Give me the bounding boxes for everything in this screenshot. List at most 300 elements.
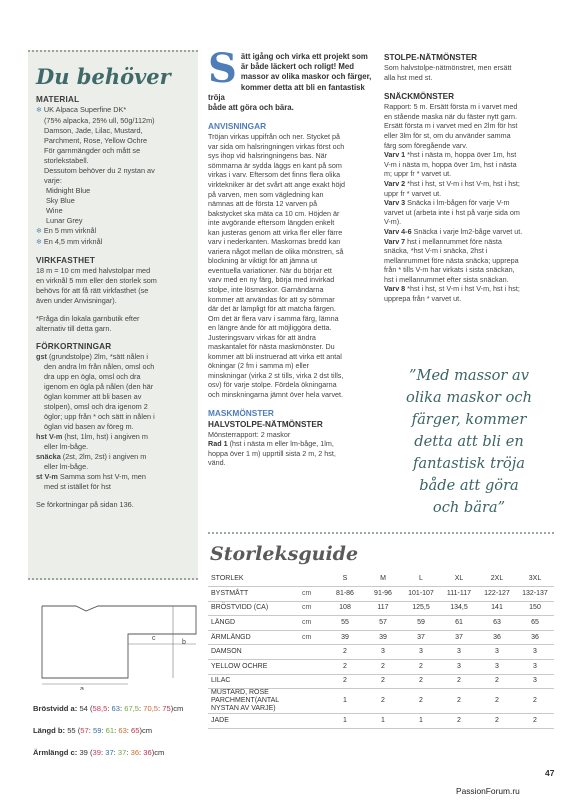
size-cell: 117: [364, 601, 402, 616]
size-cell: 2: [478, 689, 516, 714]
pattern-line: [384, 141, 554, 151]
size-cell: 39: [326, 630, 364, 645]
pattern-line: [384, 208, 554, 218]
instruction-line: maskantalet för nästa maskmönster. Du: [208, 342, 335, 352]
size-row: [208, 616, 554, 631]
instruction-line: var sida om halsringningen virkas först och: [208, 141, 345, 151]
size-cell: 57: [364, 616, 402, 631]
abbreviation-term: snäcka: [36, 452, 61, 461]
size-cell: 3: [364, 645, 402, 660]
size-cell: 2: [402, 674, 440, 689]
size-cell: 111-117: [440, 587, 478, 602]
pattern-line: [384, 112, 554, 122]
pattern-line: Som halvstolpe-nätmönstret, men ersätt: [384, 63, 512, 72]
material-line: [36, 136, 190, 146]
material-text: Parchment, Rose, Yellow Ochre: [44, 136, 148, 145]
size-row: [208, 587, 554, 602]
instructions-title: ANVISNINGAR: [208, 121, 267, 132]
pattern-line: [384, 179, 554, 189]
size-row: [208, 630, 554, 645]
gauge-line: 18 m = 10 cm med halvstolpar med: [36, 266, 151, 275]
pattern-line: [384, 160, 554, 170]
instruction-line: blockning är viktigt för att jämna ut: [208, 256, 318, 266]
pattern-line: [384, 294, 554, 304]
instruction-line: minskningar (virka 2 st tills, virka 2 dst tills,: [208, 370, 344, 380]
instruction-line: kommer att bli instruerad att virka ett antal: [208, 351, 342, 361]
measurement-value: :: [101, 726, 106, 735]
instruction-line: stolpe, inte lösmaskor. Garnändarna: [208, 284, 324, 294]
size-cell: 3: [516, 645, 554, 660]
abbreviation-text: eller lm-båge.: [44, 442, 89, 451]
size-cell: 63: [478, 616, 516, 631]
quote-line: färger, kommer: [411, 411, 527, 428]
sweater-schematic: [28, 600, 208, 690]
size-cell: 36: [516, 630, 554, 645]
instruction-line: varv med en ny färg, börja med invirkad: [208, 275, 335, 285]
pattern-line: [208, 439, 376, 449]
size-row-unit: cm: [300, 630, 326, 645]
treble-mesh-text: [384, 63, 554, 82]
measurement-line: [33, 747, 164, 758]
pattern-line: [384, 284, 554, 294]
measurement-value: 58,5: [92, 704, 108, 713]
abbreviation-line: [36, 392, 190, 402]
pattern-line: [384, 256, 554, 266]
quote-line: och bära”: [432, 499, 506, 516]
instruction-line: bakstycket ska mäta ca 10 cm. Höjden är: [208, 208, 340, 218]
measurement-value: 55: [67, 726, 76, 735]
material-line: [36, 105, 190, 116]
pattern-text: från * tills V-m har virkats i sista snäckan,: [384, 265, 515, 275]
abbreviation-line: [36, 362, 190, 372]
row-label: Varv 7: [384, 236, 406, 246]
abbreviation-text: öglor; upp från * och sätt in nålen i: [44, 412, 155, 421]
pattern-text: *hst i nästa m, hoppa över 1m, hst: [405, 150, 517, 160]
size-cell: 2: [440, 674, 478, 689]
size-cell: 2: [326, 660, 364, 675]
watermark: PassionForum.ru: [456, 786, 520, 796]
middle-column: [208, 45, 376, 468]
gauge-title: VIRKFASTHET: [36, 256, 96, 265]
abbreviation-text: öglan vid basen av föreg m.: [44, 422, 134, 431]
snowflake-icon: ❄: [36, 239, 42, 246]
dimension-c-label: c: [152, 635, 156, 642]
pattern-text: uppr fr * varvet ut.: [384, 188, 442, 198]
gauge-line: även under Anvisningar).: [36, 296, 117, 305]
measurement-line: [33, 703, 183, 714]
measurement-value: :: [107, 704, 112, 713]
measurement-value: 37: [117, 748, 127, 757]
size-cell: 55: [326, 616, 364, 631]
size-cell: 2: [478, 674, 516, 689]
drop-cap: S: [208, 45, 237, 92]
gauge-text: [36, 266, 190, 306]
hook-line: [36, 226, 190, 237]
size-row-unit: [300, 689, 326, 714]
material-line: [36, 116, 190, 126]
size-cell: 2: [516, 689, 554, 714]
pattern-line: [384, 237, 554, 247]
abbreviation-term: st V-m: [36, 472, 58, 481]
section-divider: [208, 532, 554, 534]
abbreviation-line: [36, 462, 190, 472]
pattern-text: mellanrummet före nästa snäcka; upprepa: [384, 255, 519, 265]
instruction-line: osv) för varje stolpe. Fördela ökningarna: [208, 380, 337, 390]
abbreviation-text: den andra lm från nålen, omsl och: [44, 362, 155, 371]
pattern-text: färg som föregående varv.: [384, 140, 468, 150]
intro-line: ätt igång och virka ett projekt som: [240, 52, 368, 61]
material-text: Dessutom behöver du 2 nystan av: [44, 166, 155, 175]
size-row: [208, 714, 554, 729]
note-line: alternativ till detta garn.: [36, 324, 112, 333]
size-cell: 81-86: [326, 587, 364, 602]
hook-text: En 4,5 mm virknål: [43, 237, 103, 246]
abbreviation-term: gst: [36, 352, 47, 361]
measurement-value: 57: [80, 726, 89, 735]
pattern-text: varvet ut (arbeta inte i hst på varje sida om: [384, 207, 520, 217]
material-text: För garnmängder och mått se: [44, 146, 141, 155]
material-line: [36, 176, 190, 186]
size-guide-title: Storleksguide: [210, 543, 359, 565]
hook-text: En 5 mm virknål: [43, 226, 97, 235]
size-row: [208, 645, 554, 660]
size-header-row: [208, 572, 554, 587]
size-row: [208, 660, 554, 675]
measurement-value: )cm: [170, 704, 184, 713]
material-title: MATERIAL: [36, 95, 80, 104]
pattern-text: upprepa från * varvet ut.: [384, 294, 462, 304]
measurement-label: Ärmlängd c:: [33, 748, 78, 757]
gauge-line: behövs för att få rätt virkfasthet (se: [36, 286, 149, 295]
abbreviation-line: [36, 412, 190, 422]
quote-line: detta att bli en: [414, 433, 524, 450]
measurement-value: :: [126, 726, 132, 735]
material-text: varje:: [44, 176, 62, 185]
abbreviation-text: Samma som hst V-m, men: [57, 472, 146, 481]
size-row-unit: [300, 645, 326, 660]
yarn-note: [36, 314, 190, 334]
size-row-unit: [300, 674, 326, 689]
size-cell: 108: [326, 601, 364, 616]
measurement-value: 39: [92, 748, 101, 757]
quote-line: både att göra: [419, 477, 519, 494]
measurement-line: [33, 725, 152, 736]
size-cell: 101-107: [402, 587, 440, 602]
half-treble-mesh-title: HALVSTOLPE-NÄTMÖNSTER: [208, 419, 323, 429]
size-cell: 2: [402, 660, 440, 675]
pattern-text: Snäcka i lm-bågen för varje V-m: [405, 198, 510, 208]
measurement-value: :: [88, 726, 93, 735]
abbreviation-text: (hst, 1lm, hst) i angiven m: [62, 432, 148, 441]
intro-line: kommer detta att bli en fantastisk tröja: [208, 82, 365, 102]
measurement-value: 63: [111, 704, 120, 713]
measurement-value: )cm: [151, 748, 165, 757]
measurement-value: 70,5: [143, 704, 159, 713]
extra-color: Lunar Grey: [46, 216, 83, 225]
size-cell: 2: [440, 689, 478, 714]
pattern-line: [384, 121, 554, 131]
size-row-unit: [300, 714, 326, 729]
measurement-value: 63: [118, 726, 127, 735]
pattern-line: [384, 246, 554, 256]
pattern-text: Ersätt första m i varvet med en 2lm för hst: [384, 121, 518, 131]
material-line: [36, 156, 190, 166]
size-cell: 2: [402, 689, 440, 714]
measurement-value: )cm: [139, 726, 153, 735]
row-label: Varv 4-6: [384, 226, 412, 236]
sidebar-heading: Du behöver: [36, 64, 171, 89]
size-cell: 2: [516, 714, 554, 729]
size-cell: 1: [364, 714, 402, 729]
row-label: Varv 8: [384, 284, 406, 294]
size-cell: 2: [440, 714, 478, 729]
size-header-label: STORLEK: [208, 572, 300, 587]
pattern-text: m; uppr fr * varvet ut.: [384, 169, 452, 179]
intro-line: massor av olika maskor och färger,: [240, 72, 372, 82]
size-row: [208, 689, 554, 714]
pattern-line: [384, 150, 554, 160]
size-cell: 3: [478, 645, 516, 660]
instruction-line: virktekniker är det svårt att ange exakt höjd: [208, 179, 346, 189]
quote-line: ”Med massor av: [409, 367, 529, 384]
size-header-unit: [300, 572, 326, 587]
measurement-value: :: [158, 704, 163, 713]
pattern-line: [384, 102, 554, 112]
size-cell: 132-137: [516, 587, 554, 602]
measurement-value: 67,5: [124, 704, 140, 713]
pattern-text: vänd.: [208, 458, 226, 468]
abbreviations-footer: Se förkortningar på sidan 136.: [36, 500, 134, 509]
dimension-a-label: a: [80, 686, 84, 690]
size-cell: 3: [440, 645, 478, 660]
abbreviation-text: (2st, 2lm, 2st) i angiven m: [60, 452, 147, 461]
size-header-cell: L: [402, 572, 440, 587]
treble-mesh-title: STOLPE-NÄTMÖNSTER: [384, 53, 478, 62]
measurement-value: (: [87, 748, 93, 757]
measurement-value: :: [114, 726, 119, 735]
abbreviation-text: igenom en ögla på nålen (den här: [44, 382, 154, 391]
pattern-line: [384, 131, 554, 141]
row-label: Rad 1: [208, 439, 228, 449]
size-cell: 1: [326, 689, 364, 714]
stitch-patterns-title: MASKMÖNSTER: [208, 407, 274, 418]
pattern-line: [384, 227, 554, 237]
abbreviation-term: hst V-m: [36, 432, 63, 441]
snowflake-icon: ❄: [36, 107, 42, 114]
instruction-line: sys ihop vid halsringningens bas. När: [208, 151, 328, 161]
extra-color: Wine: [46, 206, 63, 215]
measurement-value: (: [75, 726, 81, 735]
material-line: [36, 166, 190, 176]
abbreviation-text: öglan kommer att bli basen av: [44, 392, 142, 401]
abbreviation-text: stolpen), omsl och dra igenom 2: [44, 402, 148, 411]
material-text: (75% alpacka, 25% ull, 50g/112m): [44, 116, 155, 125]
instruction-line: på varven, men som vägledning kan: [208, 189, 324, 199]
instruction-line: varv i nederkanten. Maskornas bredd kan: [208, 237, 341, 247]
size-cell: 2: [364, 689, 402, 714]
size-row-label: ÄRMLÄNGD: [208, 630, 300, 645]
measurement-value: (: [87, 704, 93, 713]
pattern-text: hst i mellanrummet före nästa: [405, 236, 502, 246]
quote-line: olika maskor och: [406, 389, 532, 406]
shell-pattern-title: SNÄCKMÖNSTER: [384, 92, 455, 102]
pattern-line: [208, 449, 376, 459]
extra-color: Midnight Blue: [46, 186, 91, 195]
size-cell: 3: [402, 645, 440, 660]
size-cell: 3: [516, 660, 554, 675]
half-treble-mesh-text: [208, 430, 376, 468]
instruction-line: Tröjan virkas uppifrån och ner. Stycket på: [208, 132, 340, 142]
size-cell: 3: [516, 674, 554, 689]
pattern-line: [384, 265, 554, 275]
abbreviation-line: [36, 372, 190, 382]
size-row-unit: cm: [300, 587, 326, 602]
pattern-text: *hst i hst, st V-m i hst V-m, hst i hst;: [405, 284, 520, 294]
hooks-list: [36, 226, 190, 248]
measurement-value: :: [126, 748, 131, 757]
measurement-value: :: [120, 704, 125, 713]
material-text: UK Alpaca Superfine DK*: [43, 105, 127, 114]
size-cell: 2: [326, 645, 364, 660]
hook-line: [36, 237, 190, 248]
size-cell: 59: [402, 616, 440, 631]
abbreviations-title: FÖRKORTNINGAR: [36, 342, 112, 351]
pattern-line: [384, 217, 554, 227]
abbreviations-list: [36, 352, 190, 492]
size-row-unit: [300, 660, 326, 675]
size-row-label: LILAC: [208, 674, 300, 689]
extra-colors-list: [36, 186, 190, 226]
material-list: [36, 105, 190, 186]
pattern-text: en stående maska när du fäster nytt garn.: [384, 111, 518, 121]
right-column: [384, 52, 554, 304]
abbreviation-text: med st istället för hst: [44, 482, 111, 491]
abbreviation-text: (grundstolpe) 2lm, *sätt nålen i: [46, 352, 148, 361]
size-cell: 141: [478, 601, 516, 616]
pull-quote: [384, 365, 554, 519]
pattern-line: [208, 430, 376, 440]
abbreviation-line: [36, 442, 190, 452]
size-header-cell: S: [326, 572, 364, 587]
size-row-unit: cm: [300, 601, 326, 616]
gauge-line: en virknål 5 mm eller den storlek som: [36, 276, 157, 285]
size-header-cell: 3XL: [516, 572, 554, 587]
size-cell: 3: [440, 660, 478, 675]
intro-paragraph: [208, 45, 376, 113]
size-cell: 61: [440, 616, 478, 631]
shell-pattern-text: [384, 102, 554, 303]
abbreviation-line: [36, 352, 190, 362]
pattern-line: alla hst med st.: [384, 72, 433, 82]
size-row-label: MUSTARD, ROSE PARCHMENT(ANTAL NYSTAN AV VARJE): [208, 689, 300, 714]
instruction-line: Om det är flera varv i samma färg, lämna: [208, 313, 339, 323]
dimension-b-label: b: [182, 639, 186, 646]
instruction-line: eventuella variationer. När du börjar ett: [208, 265, 332, 275]
pattern-text: eller 3lm för st, om du använder samma: [384, 130, 511, 140]
instruction-line: nämnas att de första 12 varven på: [208, 199, 318, 209]
measurement-value: 54: [79, 704, 88, 713]
size-row-label: BRÖSTVIDD (CA): [208, 601, 300, 616]
size-row-label: YELLOW OCHRE: [208, 660, 300, 675]
size-cell: 2: [364, 674, 402, 689]
measurement-value: 65: [131, 726, 140, 735]
row-label: Varv 1: [384, 150, 406, 160]
instruction-line: kommer att användas för att sy sömmar: [208, 294, 335, 304]
size-cell: 1: [326, 714, 364, 729]
pattern-text: Snäcka i varje lm2-båge varvet ut.: [411, 226, 523, 236]
instruction-line: kan justeras genom att virka fler eller färre: [208, 227, 343, 237]
size-header-cell: XL: [440, 572, 478, 587]
size-cell: 37: [402, 630, 440, 645]
size-row-label: LÄNGD: [208, 616, 300, 631]
size-row-label: JADE: [208, 714, 300, 729]
instruction-line: sömmarna är sydda läggs en kant på som: [208, 160, 342, 170]
instruction-line: inte avgörande eftersom längden enkelt: [208, 218, 335, 228]
abbreviation-line: [36, 482, 190, 492]
size-row-unit: cm: [300, 616, 326, 631]
size-table: [208, 572, 554, 729]
measurement-label: Bröstvidd a:: [33, 704, 78, 713]
pattern-text: V-m i nästa m, hoppa över 1m, hst i nästa: [384, 159, 517, 169]
size-cell: 2: [478, 714, 516, 729]
instructions-text: [208, 132, 376, 399]
material-line: [36, 126, 190, 136]
size-row-label: DAMSON: [208, 645, 300, 660]
measurement-value: 61: [105, 726, 115, 735]
abbreviation-line: [36, 402, 190, 412]
pattern-text: *hst i hst, st V-m i hst V-m, hst i hst;: [405, 178, 520, 188]
pattern-line: [208, 458, 376, 468]
measurement-value: 36: [143, 748, 152, 757]
abbreviation-line: [36, 382, 190, 392]
pattern-line: [384, 189, 554, 199]
instruction-line: en längre ände för att möjliggöra detta.: [208, 323, 332, 333]
abbreviation-line: [36, 432, 190, 442]
intro-line: både att göra och bära.: [208, 103, 294, 113]
pattern-text: Mönsterrapport: 2 maskor: [208, 429, 291, 439]
instruction-line: ökningar (2 fm i samma m) eller: [208, 361, 310, 371]
pattern-text: (hst i nästa m eller lm-båge, 1lm,: [227, 439, 334, 449]
measurement-value: :: [113, 748, 118, 757]
size-cell: 125,5: [402, 601, 440, 616]
size-header-cell: M: [364, 572, 402, 587]
size-header-cell: 2XL: [478, 572, 516, 587]
abbreviation-line: [36, 472, 190, 482]
instruction-line: där det är lämpligt för att matcha färgen.: [208, 304, 336, 314]
materials-sidebar: [28, 50, 198, 580]
measurement-value: 39: [79, 748, 88, 757]
instruction-line: virkas i varv. Eftersom det finns flera olika: [208, 170, 341, 180]
extra-color: Sky Blue: [46, 196, 75, 205]
size-cell: 1: [402, 714, 440, 729]
abbreviation-text: eller lm-båge.: [44, 462, 89, 471]
snowflake-icon: ❄: [36, 228, 42, 235]
measurement-value: :: [100, 748, 106, 757]
row-label: Varv 3: [384, 198, 406, 208]
size-row: [208, 601, 554, 616]
page-number: 47: [545, 768, 555, 778]
material-text: storlekstabell.: [44, 156, 89, 165]
pattern-line: [384, 198, 554, 208]
instruction-line: variera något mellan de olika mönstren, så: [208, 246, 344, 256]
pattern-text: snäcka, *hst V-m i snäcka, 2hst i: [384, 246, 488, 256]
intro-line: är både läckert och roligt! Med: [240, 62, 354, 72]
measurement-value: :: [139, 748, 144, 757]
pattern-text: V-m).: [384, 217, 402, 227]
measurement-value: 75: [162, 704, 171, 713]
size-cell: 2: [364, 660, 402, 675]
instruction-line: och minskningarna jämnt över hela varvet.: [208, 389, 344, 399]
